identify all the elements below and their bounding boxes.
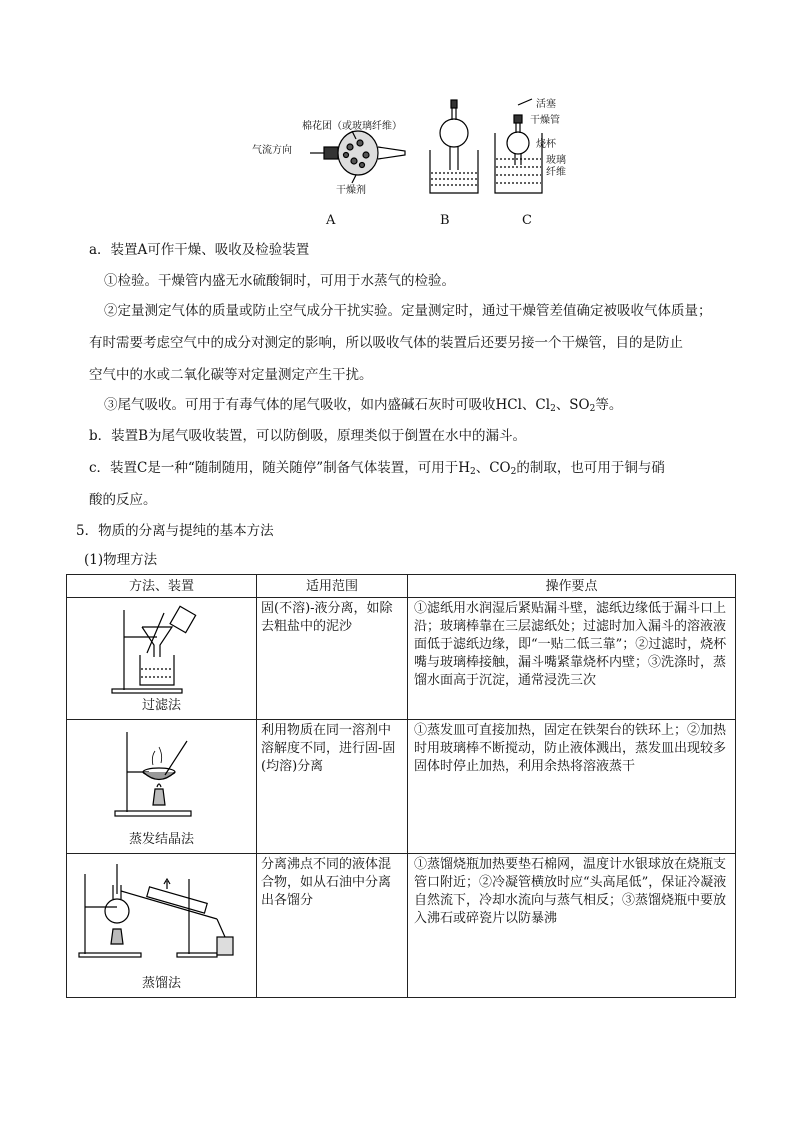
evaporation-apparatus-icon — [107, 727, 217, 822]
header-points: 操作要点 — [408, 575, 736, 598]
scope-cell: 分离沸点不同的液体混合物，如从石油中分离出各馏分 — [257, 854, 408, 998]
table-row — [67, 854, 736, 998]
method-cell — [67, 854, 257, 998]
apparatus-drawing — [240, 95, 570, 235]
scope-cell: 利用物质在同一溶剂中溶解度不同，进行固-固(均溶)分离 — [257, 720, 408, 854]
paragraph-quantitative-1: ②定量测定气体的质量或防止空气成分干扰实验。定量测定时，通过干燥管差值确定被吸收气体质量； — [104, 303, 712, 319]
paragraph-c-1: c．装置C是一种“随制随用，随关随停”制备气体装置，可用于$H_2$、$CO_2$的制取，也可用于铜与硝 — [89, 460, 665, 477]
caption-a: A — [326, 213, 336, 228]
stopcock-label: 活塞 — [536, 99, 556, 110]
table-row — [67, 598, 736, 720]
paragraph-quantitative-3: 空气中的水或二氧化碳等对定量测定产生干扰。 — [89, 367, 373, 383]
separation-methods-table — [66, 574, 736, 998]
points-cell: ①蒸发皿可直接加热，固定在铁架台的铁环上；②加热时用玻璃棒不断搅动，防止液体溅出，蒸发皿出现较多固体时停止加热，利用余热将溶液蒸干 — [408, 720, 736, 854]
cotton-label: 棉花团（或玻璃纤维） — [302, 121, 402, 132]
method-cell — [67, 598, 257, 720]
points-cell: ①蒸馏烧瓶加热要垫石棉网，温度计水银球放在烧瓶支管口附近；②冷凝管横放时应“头高尾低”，保证冷凝液自然流下，冷却水流向与蒸气相反；③蒸馏烧瓶中要放入沸石或碎瓷片以防暴沸 — [408, 854, 736, 998]
apparatus-figure — [240, 95, 570, 235]
caption-b: B — [440, 213, 450, 228]
paragraph-inspection: ①检验。干燥管内盛无水硫酸铜时，可用于水蒸气的检验。 — [104, 273, 455, 289]
method-name: 蒸馏法 — [141, 976, 181, 991]
scope-cell: 固(不溶)-液分离，如除去粗盐中的泥沙 — [257, 598, 408, 720]
table-row — [67, 720, 736, 854]
points-cell: ①滤纸用水润湿后紧贴漏斗壁，滤纸边缘低于漏斗口上沿；玻璃棒靠在三层滤纸处；过滤时加入漏斗的溶液液面低于滤纸边缘，即“一贴二低三靠”；②过滤时，烧杯嘴与玻璃棒接触，漏斗嘴紧靠烧杯内壁；③洗涤时，蒸馏水面高于沉淀，通常浸洗三次 — [408, 598, 736, 720]
method-name: 蒸发结晶法 — [128, 832, 194, 847]
drying-tube-a-drawing — [310, 131, 405, 183]
fiber-label: 纤维 — [546, 167, 566, 178]
distillation-apparatus-icon — [77, 859, 247, 964]
table-header-row — [67, 575, 736, 598]
method-cell — [67, 720, 257, 854]
header-scope: 适用范围 — [257, 575, 408, 598]
subsection-heading: (1)物理方法 — [84, 552, 158, 568]
caption-c: C — [522, 213, 532, 228]
paragraph-quantitative-2: 有时需要考虑空气中的成分对测定的影响，所以吸收气体的装置后还要另接一个干燥管，目的是防止 — [89, 335, 683, 351]
paragraph-b: b．装置B为尾气吸收装置，可以防倒吸，原理类似于倒置在水中的漏斗。 — [89, 428, 527, 444]
header-method: 方法、装置 — [67, 575, 257, 598]
paragraph-tail-gas: ③尾气吸收。可用于有毒气体的尾气吸收，如内盛碱石灰时可吸收HCl、$Cl_2$、$SO_2$等。 — [104, 397, 623, 414]
beaker-label: 烧杯 — [536, 139, 556, 150]
beaker-b-drawing — [430, 100, 478, 193]
section-heading: 5．物质的分离与提纯的基本方法 — [76, 523, 274, 539]
glass-label: 玻璃 — [546, 155, 566, 166]
method-name: 过滤法 — [141, 698, 181, 713]
desiccant-label: 干燥剂 — [336, 185, 366, 196]
paragraph-c-2: 酸的反应。 — [89, 492, 157, 508]
filtration-apparatus-icon — [102, 605, 222, 695]
paragraph-a: a．装置A可作干燥、吸收及检验装置 — [89, 242, 310, 258]
flow-direction-label: 气流方向 — [252, 145, 292, 156]
drying-tube-label: 干燥管 — [530, 115, 560, 126]
